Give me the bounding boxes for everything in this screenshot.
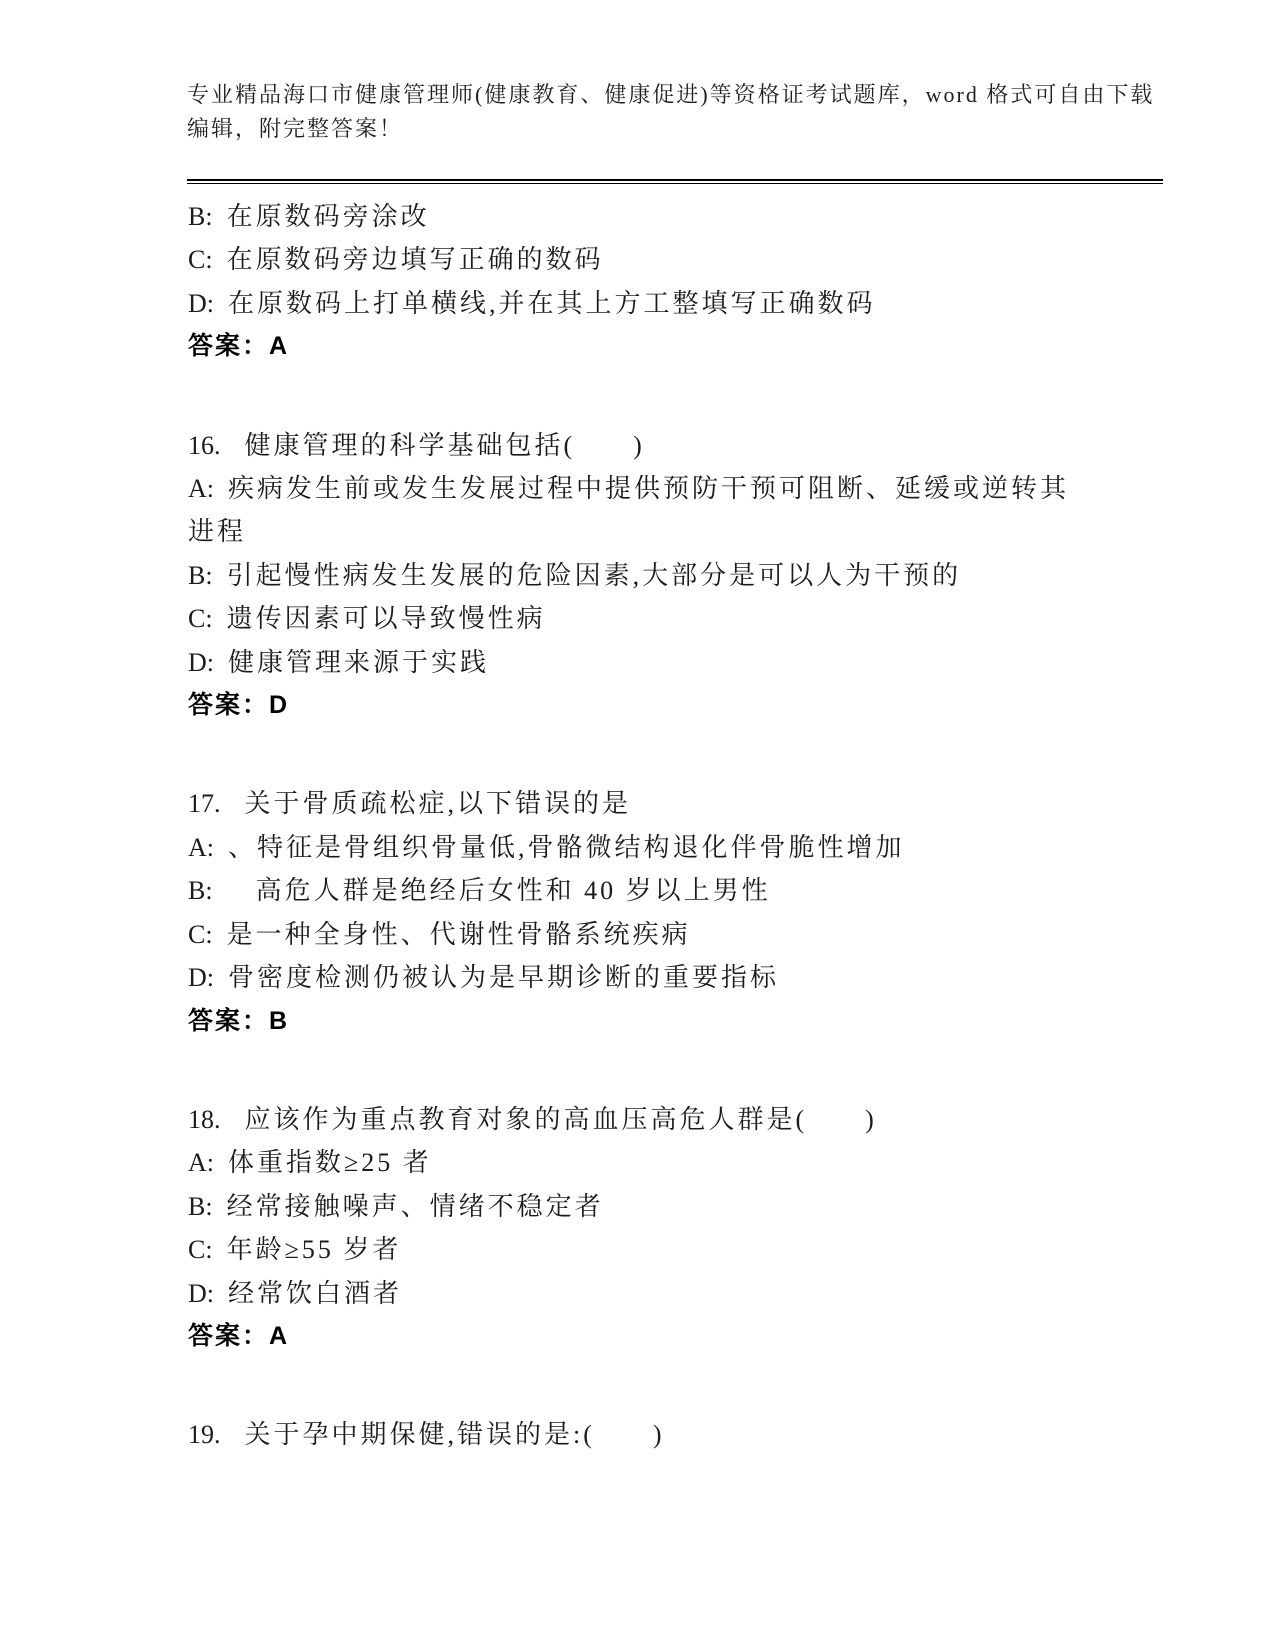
option-label: D: — [188, 647, 214, 677]
option-line-B — [188, 869, 1088, 912]
option-line-B — [188, 1185, 1088, 1228]
option-text: 健康管理来源于实践 — [228, 647, 490, 677]
answer-line — [188, 325, 1088, 368]
option-text: 引起慢性病发生发展的危险因素,大部分是可以人为干预的 — [226, 560, 962, 590]
option-label: A: — [188, 832, 214, 862]
option-line-D — [188, 641, 1088, 684]
question-stem: 健康管理的科学基础包括( ) — [244, 430, 645, 460]
option-label: B: — [188, 560, 213, 590]
answer-value: D — [269, 691, 290, 720]
answer-line — [188, 1315, 1088, 1358]
question-stem: 关于骨质疏松症,以下错误的是 — [244, 789, 632, 819]
answer-prefix: 答案： — [188, 332, 270, 361]
option-label: A: — [188, 1148, 214, 1178]
option-line-B — [188, 554, 1088, 597]
option-label: B: — [188, 876, 213, 906]
option-label: D: — [188, 963, 214, 993]
answer-prefix: 答案： — [188, 1006, 270, 1035]
option-label: B: — [188, 202, 213, 231]
question-stem: 关于孕中期保健,错误的是:( ) — [244, 1420, 665, 1450]
option-label: C: — [188, 1235, 213, 1265]
question-line — [188, 1413, 1088, 1456]
option-text: 骨密度检测仍被认为是早期诊断的重要指标 — [228, 963, 780, 993]
option-label: D: — [188, 288, 214, 318]
option-label: A: — [188, 474, 214, 504]
header-text: 专业精品海口市健康管理师(健康教育、健康促进)等资格证考试题库，word 格式可自由下载编辑，附完整答案！ — [187, 82, 1155, 141]
option-text: 经常饮白酒者 — [228, 1278, 403, 1308]
option-line-C — [188, 238, 1088, 281]
question-18-block — [188, 1098, 1088, 1358]
option-label: C: — [188, 604, 213, 634]
header-divider — [187, 179, 1163, 184]
option-text: 是一种全身性、代谢性骨骼系统疾病 — [226, 919, 691, 949]
option-label: D: — [188, 1278, 214, 1308]
answer-prefix: 答案： — [188, 1321, 270, 1350]
option-line-D — [188, 956, 1088, 999]
option-line-D — [188, 282, 1088, 325]
question-number: 18. — [188, 1104, 221, 1134]
option-text: 体重指数≥25 者 — [228, 1148, 432, 1178]
option-line-A — [188, 467, 1088, 554]
option-line-C — [188, 913, 1088, 956]
document-content — [188, 195, 1088, 1512]
option-line-C — [188, 597, 1088, 640]
partial-question-block — [188, 195, 1088, 369]
option-text: 年龄≥55 岁者 — [226, 1235, 402, 1265]
option-text: 在原数码上打单横线,并在其上方工整填写正确数码 — [228, 288, 876, 318]
option-label: B: — [188, 1191, 213, 1221]
question-line — [188, 424, 1088, 467]
question-17-block — [188, 782, 1088, 1042]
answer-line — [188, 684, 1088, 727]
option-line-D — [188, 1272, 1088, 1315]
question-19-block — [188, 1413, 1088, 1456]
question-number: 17. — [188, 789, 221, 819]
option-text: 经常接触噪声、情绪不稳定者 — [226, 1191, 604, 1221]
option-text: 疾病发生前或发生发展过程中提供预防干预可阻断、延缓或逆转其进程 — [188, 474, 1070, 547]
option-text: 在原数码旁边填写正确的数码 — [226, 245, 604, 275]
question-stem: 应该作为重点教育对象的高血压高危人群是( ) — [244, 1104, 877, 1134]
question-line — [188, 782, 1088, 825]
option-line-A — [188, 1141, 1088, 1184]
question-number: 19. — [188, 1420, 221, 1450]
question-line — [188, 1098, 1088, 1141]
option-label: C: — [188, 919, 213, 949]
page-header — [187, 78, 1163, 146]
question-number: 16. — [188, 430, 221, 460]
question-16-block — [188, 424, 1088, 728]
option-line-C — [188, 1228, 1088, 1271]
option-text: 遗传因素可以导致慢性病 — [226, 604, 546, 634]
option-line-A — [188, 826, 1088, 869]
option-text: 在原数码旁涂改 — [226, 202, 430, 231]
option-label: C: — [188, 245, 213, 275]
answer-value: A — [269, 1321, 290, 1350]
answer-prefix: 答案： — [188, 691, 270, 720]
answer-value: B — [269, 1006, 290, 1035]
option-text: 、特征是骨组织骨量低,骨骼微结构退化伴骨脆性增加 — [228, 832, 905, 862]
option-text: 高危人群是绝经后女性和 40 岁以上男性 — [226, 876, 771, 906]
option-line-B — [188, 195, 1088, 238]
answer-line — [188, 1000, 1088, 1043]
answer-value: A — [269, 332, 290, 361]
